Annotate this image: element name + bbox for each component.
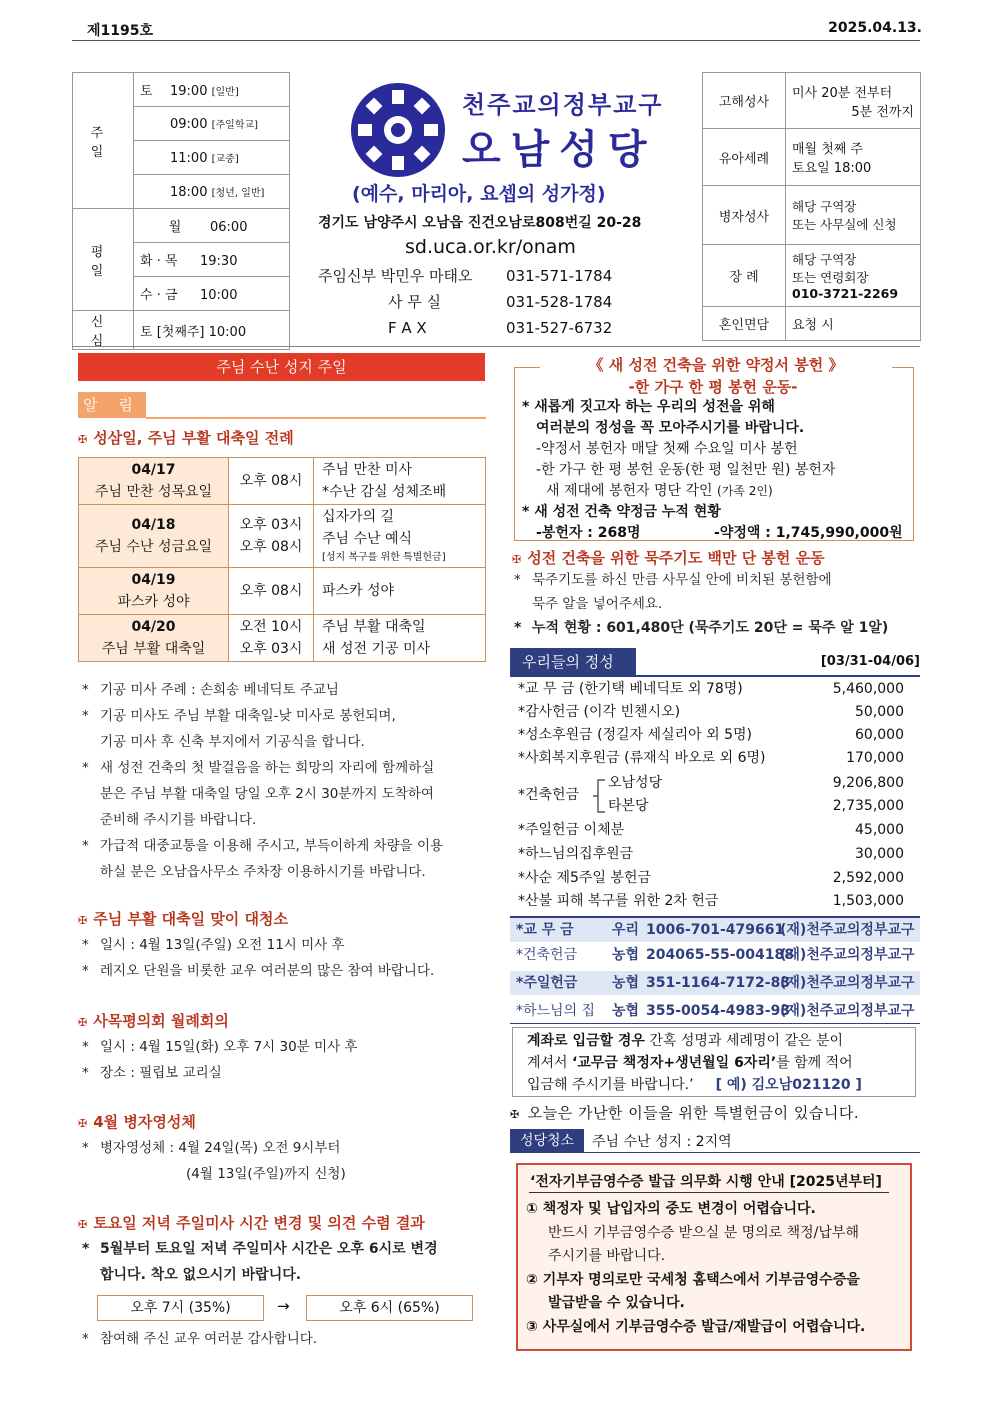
top-divider	[72, 40, 920, 41]
issue-number: 제1195호	[87, 23, 154, 39]
building-offering: *건축헌금 오남성당 9,206,800 타본당 2,735,000	[518, 775, 904, 814]
section-title: ✠ 사목평의회 월례회의	[78, 1012, 229, 1030]
issue-date: 2025.04.13.	[828, 20, 922, 36]
account-row: *건축헌금 농협 204065-55-004188 (재)천주교의정부교구	[516, 947, 915, 963]
special-offering-notice: ✠ 오늘은 가난한 이들을 위한 특별헌금이 있습니다.	[510, 1104, 860, 1122]
holy-date: 04/18 주님 수난 성금요일	[79, 505, 229, 568]
weekday-label: 평 일	[73, 209, 134, 311]
schedule-row: 11:00 [교중]	[134, 141, 290, 175]
cleaning-text: 주님 수난 성지 : 2지역	[592, 1134, 732, 1150]
schedule-row: 수 · 금 10:00	[134, 277, 290, 311]
deposit-notice: 계좌로 입금할 경우 간혹 성명과 세례명이 같은 분이 계셔서 ‘교무금 책정자+생년월일 6자리’를 함께 적어 입금해 주시기를 바랍니다.’ [ 예) 김오남021120 ]	[512, 1027, 916, 1097]
cross-icon: ✠	[78, 433, 88, 446]
service-label: 장 례	[703, 245, 786, 307]
mass-schedule-table	[72, 72, 290, 350]
section-title: ✠ 4월 병자영성체	[78, 1113, 196, 1131]
holy-date: 04/20 주님 부활 대축일	[79, 615, 229, 662]
cross-icon: ✠	[510, 1108, 520, 1121]
parish-patron: (예수, 마리아, 요셉의 성가정)	[352, 183, 606, 205]
pledge-text: * 새롭게 짓고자 하는 우리의 성전을 위해 여러분의 정성을 꼭 모아주시기를 바랍니다. -약정서 봉헌자 매달 첫째 수요일 미사 봉헌 -한 가구 한 평 봉헌 운동(한 평 일천만 원) 봉헌자 새 제대에 봉헌자 명단 각인 (가족 2인) * 새 성전 건축 약정금 누적 현황 -봉헌자 : 268명 -약정액 : 1,745,990,000원	[522, 399, 903, 541]
offering-row: *사순 제5주일 봉헌금 2,592,000	[518, 870, 904, 886]
holy-date: 04/19 파스카 성야	[79, 568, 229, 615]
holy-week-table: 04/17 주님 만찬 성목요일 오후 08시 주님 만찬 미사 *수난 감실 성체조배 04/18 주님 수난 성금요일 오후 03시 오후 08시 십자가의 길 주님 수난 예식 [성지 복구를 위한 특별헌금] 04/19 파스카 성야 오후 08시 파스카 성야 04/20 주님 부활 대축일 오전 10시 오후 03시 주님 부활 대축일 새 성전 기공 미사	[78, 457, 486, 662]
offering-period: [03/31-04/06]	[820, 654, 920, 669]
contact-info: 주임신부 박민우 마태오 031-571-1784 사 무 실 031-528-1784 F A X 031-527-6732	[318, 267, 613, 337]
offering-row: *감사헌금 (이각 빈첸시오) 50,000	[518, 704, 904, 720]
service-label: 혼인면담	[703, 307, 786, 341]
pledge-subtitle: -한 가구 한 평 봉헌 운동-	[628, 378, 798, 396]
parish-address: 경기도 남양주시 오남읍 진건오남로808번길 20-28	[318, 215, 642, 231]
holy-date: 04/17 주님 만찬 성목요일	[79, 458, 229, 505]
schedule-row: 토 19:00 [일반]	[134, 73, 290, 107]
section-title: ✠ 성삼일, 주님 부활 대축일 전례	[78, 429, 294, 447]
cleaning-divider	[584, 1152, 920, 1153]
service-label: 병자성사	[703, 186, 786, 245]
offering-row: *하느님의집후원금 30,000	[518, 846, 904, 862]
section-title: ✠ 주님 부활 대축일 맞이 대청소	[78, 910, 288, 928]
cross-icon: ✠	[512, 553, 522, 566]
offering-divider	[510, 675, 920, 677]
before-time-box: 오후 7시 (35%)	[97, 1295, 264, 1321]
diocese-name: 천주교의정부교구	[462, 91, 664, 119]
offering-row: *교 무 금 (한기택 베네딕토 외 78명) 5,460,000	[518, 681, 904, 697]
section-title: ✠ 토요일 저녁 주일미사 시간 변경 및 의견 수렴 결과	[78, 1214, 425, 1232]
schedule-row: 월 06:00	[134, 209, 290, 243]
schedule-row: 09:00 [주일학교]	[134, 107, 290, 141]
offering-row: *주일헌금 이체분 45,000	[518, 822, 904, 838]
offering-row: *성소후원금 (정길자 세실리아 외 5명) 60,000	[518, 727, 904, 743]
parish-name: 오남성당	[462, 127, 657, 173]
liturgy-title: 주님 수난 성지 주일	[78, 353, 485, 381]
account-row: *주일헌금 농협 351-1164-7172-83 (재)천주교의정부교구	[510, 971, 920, 995]
schedule-row: 토 [첫째주] 10:00	[134, 311, 290, 350]
notice-divider	[146, 417, 486, 419]
offering-title: 우리들의 정성	[510, 648, 636, 676]
arrow-icon: →	[277, 1297, 290, 1315]
pledge-title: 《 새 성전 건축을 위한 약정서 봉헌 》	[540, 356, 892, 375]
schedule-row: 18:00 [청년, 일반]	[134, 175, 290, 209]
cleaning-label: 성당청소	[510, 1129, 584, 1153]
cross-icon: ✠	[78, 914, 88, 927]
offering-row: *산불 피해 복구를 위한 2차 헌금 1,503,000	[518, 893, 904, 909]
parish-url[interactable]: sd.uca.or.kr/onam	[405, 236, 576, 258]
account-row: *하느님의 집 농협 355-0054-4983-93 (재)천주교의정부교구	[510, 999, 920, 1024]
e-receipt-title: ‘전자기부금영수증 발급 의무화 시행 안내 [2025년부터]	[530, 1174, 882, 1190]
notice-label: 알 림	[78, 392, 146, 418]
cross-icon: ✠	[78, 1218, 88, 1231]
cross-icon: ✠	[78, 1016, 88, 1029]
schedule-row: 화 · 목 19:30	[134, 243, 290, 277]
parish-logo-icon	[350, 82, 446, 178]
after-time-box: 오후 6시 (65%)	[306, 1295, 473, 1321]
sunday-label: 주 일	[73, 73, 134, 209]
section-title: ✠ 성전 건축을 위한 묵주기도 백만 단 봉헌 운동	[512, 549, 825, 567]
sacrament-table: 고해성사 미사 20분 전부터 5분 전까지 유아세례 매월 첫째 주 토요일 18:00 병자성사 해당 구역장 또는 사무실에 신청 장 례 해당 구역장 또는 연령회장 010-3721-2269 혼인면담 요청 시	[702, 72, 921, 341]
cross-icon: ✠	[78, 1117, 88, 1130]
e-receipt-text: ① 책정자 및 납입자의 중도 변경이 어렵습니다. 반드시 기부금영수증 받으실 분 명의로 책정/납부해 주시기를 바랍니다. ② 기부자 명의로만 국세청 홈택스에서 기부금영수증을 발급받을 수 있습니다. ③ 사무실에서 기부금영수증 발급/재발급이 어렵습니다.	[526, 1201, 866, 1335]
header-divider	[72, 346, 920, 347]
bracket-icon	[592, 778, 606, 814]
service-label: 유아세례	[703, 129, 786, 186]
account-row: *교 무 금 우리 1006-701-479661 (재)천주교의정부교구	[510, 916, 920, 942]
service-label: 고해성사	[703, 73, 786, 129]
holy-week-notes: * 기공 미사 주례 : 손희송 베네딕토 주교님 * 기공 미사도 주님 부활 대축일-낮 미사로 봉헌되며, 기공 미사 후 신축 부지에서 기공식을 합니다. * 새 성전 건축의 첫 발걸음을 하는 희망의 자리에 함께하실 분은 주님 부활 대축일 당일 오후 2시 30분까지 도착하여 준비해 주시기를 바랍니다. * 가급적 대중교통을 이용해 주시고, 부득이하게 차량을 이용 하실 분은 오남읍사무소 주차장 이용하시기를 바랍니다.	[82, 682, 444, 880]
offering-row: *사회복지후원금 (류재식 바오로 외 6명) 170,000	[518, 750, 904, 766]
sinsim-label: 신 심	[73, 311, 134, 350]
